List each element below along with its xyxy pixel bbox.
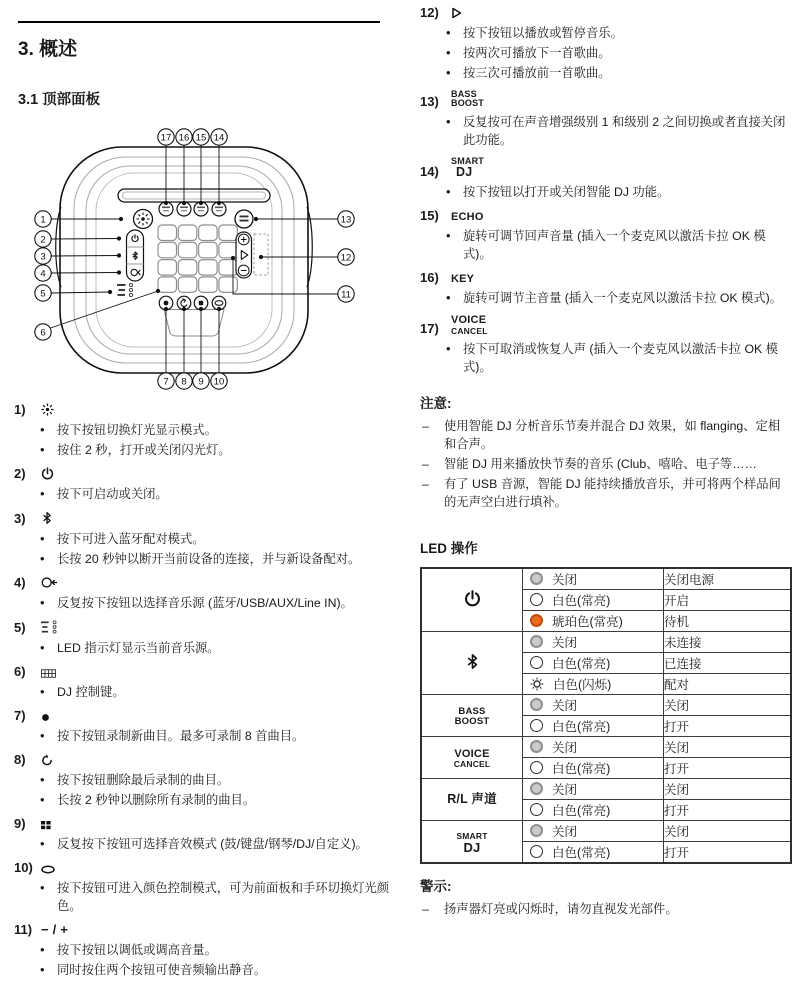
led-state-text: 关闭 — [552, 740, 578, 755]
led-off-icon — [530, 824, 543, 837]
led-group-rl-channel — [421, 778, 523, 820]
bullet-text: • 按住 2 秒，打开或关闭闪光灯。 — [38, 441, 396, 459]
led-group-label-line: SMART — [456, 830, 488, 841]
led-white-icon — [530, 593, 543, 606]
led-state-text: 琥珀色(常亮) — [552, 614, 623, 629]
item-label — [451, 212, 484, 224]
light-icon — [41, 403, 54, 416]
item-label-line: BOOST — [451, 98, 485, 109]
manual-item — [14, 511, 396, 568]
item-heading — [420, 90, 792, 109]
left-column — [14, 0, 396, 987]
callout-8 — [176, 307, 192, 389]
manual-item — [420, 6, 792, 82]
bullet-list — [420, 289, 792, 307]
led-state — [523, 591, 663, 609]
note-text: – 智能 DJ 用来播放快节奏的音乐 (Club、嘻哈、电子等…… — [420, 455, 792, 473]
item-heading — [420, 157, 792, 180]
manual-item — [14, 861, 396, 915]
bullet-text: • 按下按钮切换灯光显示模式。 — [38, 421, 396, 439]
svg-text:8: 8 — [181, 376, 187, 388]
bullet-text: • 按下可取消或恢复人声 (插入一个麦克风以激活卡拉 OK 模式)。 — [444, 340, 792, 376]
manual-item — [420, 271, 792, 307]
item-number: 1) — [14, 402, 26, 417]
item-number: 11) — [14, 922, 33, 937]
led-meaning-cell: 打开 — [664, 715, 792, 736]
item-heading — [14, 511, 396, 526]
item-heading — [14, 576, 396, 590]
bullet-list — [420, 340, 792, 376]
led-state-cell — [523, 631, 664, 652]
bullet-list — [14, 683, 396, 701]
led-state — [523, 801, 663, 819]
led-meaning-cell: 已连接 — [664, 652, 792, 673]
led-state-cell — [523, 610, 664, 631]
item-number: 13) — [420, 93, 439, 109]
bluetooth-icon — [41, 511, 53, 525]
led-off-icon — [530, 635, 543, 648]
bullet-text: • 按下按钮以播放或暂停音乐。 — [444, 24, 792, 42]
led-state-cell — [523, 673, 664, 694]
led-state-text: 关闭 — [552, 782, 578, 797]
item-label-line: BASS — [451, 89, 477, 99]
bullet-text: • 反复按可在声音增强级别 1 和级别 2 之间切换或者直接关闭此功能。 — [444, 113, 792, 149]
item-label-line: KEY — [451, 272, 475, 285]
source-icon — [41, 576, 58, 589]
led-state-text: 关闭 — [552, 824, 578, 839]
item-label-line: CANCEL — [451, 325, 488, 336]
callout-6 — [35, 289, 160, 340]
led-state — [523, 780, 663, 798]
led-state-text: 白色(常亮) — [552, 656, 611, 671]
led-amber-icon — [530, 614, 543, 627]
svg-text:15: 15 — [195, 132, 207, 144]
led-meaning-cell: 未连接 — [664, 631, 792, 652]
callout-12 — [259, 249, 354, 265]
led-state-cell — [523, 715, 664, 736]
item-heading — [420, 271, 792, 285]
led-meaning-cell: 打开 — [664, 799, 792, 820]
bullet-text: • 按两次可播放下一首歌曲。 — [444, 44, 792, 62]
source-led-indicator — [117, 283, 133, 296]
item-label — [451, 315, 488, 335]
item-number: 3) — [14, 511, 26, 526]
light-button — [134, 210, 153, 229]
led-state-text: 关闭 — [552, 572, 578, 587]
led-white-icon — [530, 845, 543, 858]
led-group-label-line: BOOST — [454, 716, 490, 728]
led-state — [523, 759, 663, 777]
handle-bar — [118, 189, 270, 202]
item-label-line: DJ — [456, 165, 473, 180]
bullet-list — [14, 941, 396, 979]
led-group-label-line: BASS — [458, 705, 486, 717]
led-operation-table — [420, 567, 792, 864]
led-white-icon — [530, 656, 543, 669]
bullet-text: • 按下按钮可进入颜色控制模式，可为前面板和手环切换灯光颜色。 — [38, 879, 396, 915]
item-heading — [14, 709, 396, 723]
led-meaning-cell: 打开 — [664, 841, 792, 863]
led-state-cell — [523, 841, 664, 863]
led-table-title: LED 操作 — [420, 540, 478, 556]
led-group-voice-cancel — [421, 736, 523, 778]
item-heading — [14, 861, 396, 875]
bass-boost-button — [235, 210, 253, 228]
bullet-list — [14, 485, 396, 503]
subsection-title: 3.1 顶部面板 — [18, 92, 101, 108]
led-state — [523, 822, 663, 840]
led-group-power — [421, 568, 523, 632]
led-meaning-cell: 关闭 — [664, 736, 792, 757]
bluetooth-icon — [465, 659, 480, 673]
led-state-text: 白色(闪烁) — [553, 677, 612, 692]
led-group-label-line: CANCEL — [453, 758, 491, 769]
led-table-row — [421, 820, 791, 841]
led-state-cell — [523, 694, 664, 715]
section-title: 3. 概述 — [18, 39, 78, 60]
oval-icon — [41, 865, 55, 874]
led-meaning-cell: 配对 — [664, 673, 792, 694]
led-state-cell — [523, 799, 664, 820]
svg-text:14: 14 — [213, 132, 225, 144]
manual-item — [420, 315, 792, 375]
item-heading — [14, 467, 396, 481]
manual-item — [14, 817, 396, 853]
woofer-stand — [164, 310, 224, 337]
note-text: – 扬声器灯亮或闪烁时，请勿直视发光部件。 — [420, 900, 792, 918]
item-heading — [420, 209, 792, 223]
manual-item — [420, 90, 792, 149]
led-meaning-cell: 关闭 — [664, 694, 792, 715]
bullet-list — [14, 879, 396, 915]
led-group-bass-boost — [421, 694, 523, 736]
item-number: 16) — [420, 270, 439, 286]
item-heading — [14, 665, 396, 679]
led-state-cell — [523, 568, 664, 590]
item-label — [451, 90, 484, 109]
top-panel-diagram — [14, 121, 394, 393]
item-number: 4) — [14, 575, 26, 590]
dj-pad-grid — [158, 225, 237, 292]
led-state-text: 白色(常亮) — [552, 593, 611, 608]
bullet-text: • 按三次可播放前一首歌曲。 — [444, 64, 792, 82]
bullet-text: • LED 指示灯显示当前音乐源。 — [38, 639, 396, 657]
svg-text:16: 16 — [178, 132, 190, 144]
item-number: 2) — [14, 466, 26, 481]
manual-item — [14, 403, 396, 459]
bullet-list — [14, 639, 396, 657]
callout-10 — [211, 307, 227, 389]
power-icon — [41, 467, 54, 480]
item-heading — [14, 817, 396, 831]
manual-item — [14, 709, 396, 745]
bullet-list — [14, 727, 396, 745]
item-number: 7) — [14, 708, 26, 723]
bullet-list — [14, 835, 396, 853]
led-state-text: 关闭 — [552, 698, 578, 713]
item-heading — [14, 753, 396, 767]
callout-3 — [35, 248, 121, 264]
bullet-list — [14, 530, 396, 568]
item-label-line: − / + — [41, 922, 69, 938]
bullet-text: • 反复按下按钮可选择音效模式 (鼓/键盘/钢琴/DJ/自定义)。 — [38, 835, 396, 853]
led-meaning-cell: 待机 — [664, 610, 792, 631]
svg-text:3: 3 — [40, 251, 46, 263]
manual-item — [14, 620, 396, 657]
bottom-button-row — [159, 296, 226, 310]
led-state — [523, 717, 663, 735]
led-table-row — [421, 778, 791, 799]
bullet-text: • 旋转可调节回声音量 (插入一个麦克风以激活卡拉 OK 模式)。 — [444, 227, 792, 263]
led-meaning-cell: 关闭电源 — [664, 568, 792, 590]
item-number: 8) — [14, 752, 26, 767]
bullet-text: • DJ 控制键。 — [38, 683, 396, 701]
led-table-row — [421, 736, 791, 757]
led-table-row — [421, 694, 791, 715]
item-number: 9) — [14, 816, 26, 831]
item-heading — [420, 6, 792, 20]
svg-text:2: 2 — [40, 234, 46, 246]
led-group-smart-dj — [421, 820, 523, 863]
dj-grid-icon — [41, 669, 56, 678]
led-off-icon — [530, 740, 543, 753]
led-white-icon — [530, 761, 543, 774]
led-group-label — [447, 793, 497, 807]
item-heading — [420, 315, 792, 335]
callout-5 — [35, 285, 112, 301]
led-group-label — [456, 832, 487, 856]
callout-2 — [35, 231, 121, 247]
item-number: 17) — [420, 320, 439, 336]
led-state-text: 关闭 — [552, 635, 578, 650]
callout-7 — [158, 307, 174, 389]
svg-text:5: 5 — [40, 288, 46, 300]
volume-play-pill — [236, 232, 268, 278]
left-button-pill — [127, 230, 144, 281]
led-state — [523, 738, 663, 756]
led-state-cell — [523, 778, 664, 799]
item-number: 14) — [420, 164, 439, 180]
bullet-text: • 长按 2 秒钟以删除所有录制的曲目。 — [38, 791, 396, 809]
svg-text:7: 7 — [163, 376, 169, 388]
record-icon — [41, 713, 50, 722]
undo-icon — [41, 754, 53, 766]
item-label — [451, 157, 484, 180]
item-heading — [14, 620, 396, 635]
bullet-text: • 按下按钮删除最后录制的曲目。 — [38, 771, 396, 789]
led-group-label-line: DJ — [463, 839, 481, 855]
svg-text:1: 1 — [40, 214, 46, 226]
led-white-icon — [530, 719, 543, 732]
power-icon — [464, 596, 481, 610]
led-meaning-cell: 打开 — [664, 757, 792, 778]
right-column — [420, 0, 792, 920]
led-state — [523, 654, 663, 672]
led-state — [523, 696, 663, 714]
led-state-cell — [523, 820, 664, 841]
manual-item — [14, 576, 396, 612]
led-state — [523, 843, 663, 861]
item-number: 6) — [14, 664, 26, 679]
callout-13 — [254, 211, 354, 227]
svg-text:10: 10 — [213, 376, 225, 388]
led-state — [523, 570, 663, 588]
item-number: 12) — [420, 5, 439, 20]
led-off-icon — [530, 572, 543, 585]
manual-item — [14, 665, 396, 701]
callout-4 — [35, 265, 121, 281]
svg-text:17: 17 — [160, 132, 172, 144]
bullet-text: • 按下按钮以调低或调高音量。 — [38, 941, 396, 959]
item-number: 5) — [14, 620, 26, 635]
bullet-list — [14, 421, 396, 459]
led-group-label — [455, 707, 490, 728]
led-state-text: 白色(常亮) — [552, 761, 611, 776]
item-label — [451, 274, 474, 286]
bullet-list — [14, 594, 396, 612]
led-group-label-line: VOICE — [454, 747, 490, 760]
item-label-line: VOICE — [451, 314, 487, 327]
warning-title: 警示: — [420, 878, 452, 894]
pads-icon — [41, 821, 51, 830]
bullet-list — [420, 183, 792, 201]
led-meaning-cell: 关闭 — [664, 820, 792, 841]
led-state-cell — [523, 736, 664, 757]
note-title: 注意: — [420, 395, 452, 411]
callout-9 — [193, 307, 209, 389]
svg-text:4: 4 — [40, 268, 46, 280]
manual-item — [14, 753, 396, 809]
bullet-text: • 按下按钮录制新曲目。最多可录制 8 首曲目。 — [38, 727, 396, 745]
led-blink-icon — [530, 677, 544, 691]
led-off-icon — [530, 782, 543, 795]
led-table-row — [421, 568, 791, 590]
manual-item — [420, 209, 792, 263]
led-group-bluetooth — [421, 631, 523, 694]
item-heading — [14, 923, 396, 937]
bullet-list — [420, 24, 792, 82]
bullet-list — [420, 113, 792, 149]
bullet-list — [420, 227, 792, 263]
led-white-icon — [530, 803, 543, 816]
bullet-text: • 反复按下按钮以选择音乐源 (蓝牙/USB/AUX/Line IN)。 — [38, 594, 396, 612]
item-number: 15) — [420, 208, 439, 224]
bullet-text: • 长按 20 秒钟以断开当前设备的连接，并与新设备配对。 — [38, 550, 396, 568]
note-list — [420, 417, 792, 511]
note-text: – 有了 USB 音源，智能 DJ 能持续播放音乐，并可将两个样品间的无声空白进行填补。 — [420, 475, 792, 511]
knob-row — [159, 202, 226, 216]
manual-item — [14, 923, 396, 979]
led-off-icon — [530, 698, 543, 711]
svg-text:9: 9 — [198, 376, 204, 388]
item-label — [41, 923, 68, 937]
led-state-text: 白色(常亮) — [552, 719, 611, 734]
section-divider — [18, 21, 380, 23]
led-meaning-cell: 开启 — [664, 589, 792, 610]
led-table-row — [421, 631, 791, 652]
item-label-line: SMART — [451, 155, 484, 166]
led-state-text: 白色(常亮) — [552, 845, 611, 860]
item-number: 10) — [14, 860, 33, 875]
bullet-text: • 按下可进入蓝牙配对模式。 — [38, 530, 396, 548]
bullet-text: • 按下按钮以打开或关闭智能 DJ 功能。 — [444, 183, 792, 201]
led-state-cell — [523, 757, 664, 778]
svg-text:13: 13 — [340, 214, 352, 226]
svg-text:11: 11 — [341, 289, 351, 301]
led-meaning-cell: 关闭 — [664, 778, 792, 799]
item-heading — [14, 403, 396, 417]
bullet-list — [14, 771, 396, 809]
manual-item — [14, 467, 396, 503]
warning-list — [420, 900, 792, 918]
note-text: – 使用智能 DJ 分析音乐节奏并混合 DJ 效果，如 flanging、定相和合声。 — [420, 417, 792, 453]
led-state — [523, 675, 663, 693]
left-item-list — [14, 403, 396, 979]
led-state-cell — [523, 589, 664, 610]
play-icon — [451, 7, 462, 19]
source-led-icon — [41, 620, 58, 634]
manual-item — [420, 157, 792, 202]
led-state — [523, 612, 663, 630]
led-state — [523, 633, 663, 651]
callout-1 — [35, 211, 123, 227]
bullet-text: • 旋转可调节主音量 (插入一个麦克风以激活卡拉 OK 模式)。 — [444, 289, 792, 307]
svg-text:6: 6 — [40, 327, 46, 339]
bullet-text: • 按下可启动或关闭。 — [38, 485, 396, 503]
led-group-label-line: R/L 声道 — [447, 792, 497, 807]
svg-text:12: 12 — [340, 252, 352, 264]
led-state-text: 白色(常亮) — [552, 803, 611, 818]
led-group-label — [454, 748, 491, 769]
led-state-cell — [523, 652, 664, 673]
right-item-list — [420, 6, 792, 376]
item-label-line: ECHO — [451, 210, 484, 223]
callout-layer — [35, 129, 354, 389]
bullet-text: • 同时按住两个按钮可使音频输出静音。 — [38, 961, 396, 979]
